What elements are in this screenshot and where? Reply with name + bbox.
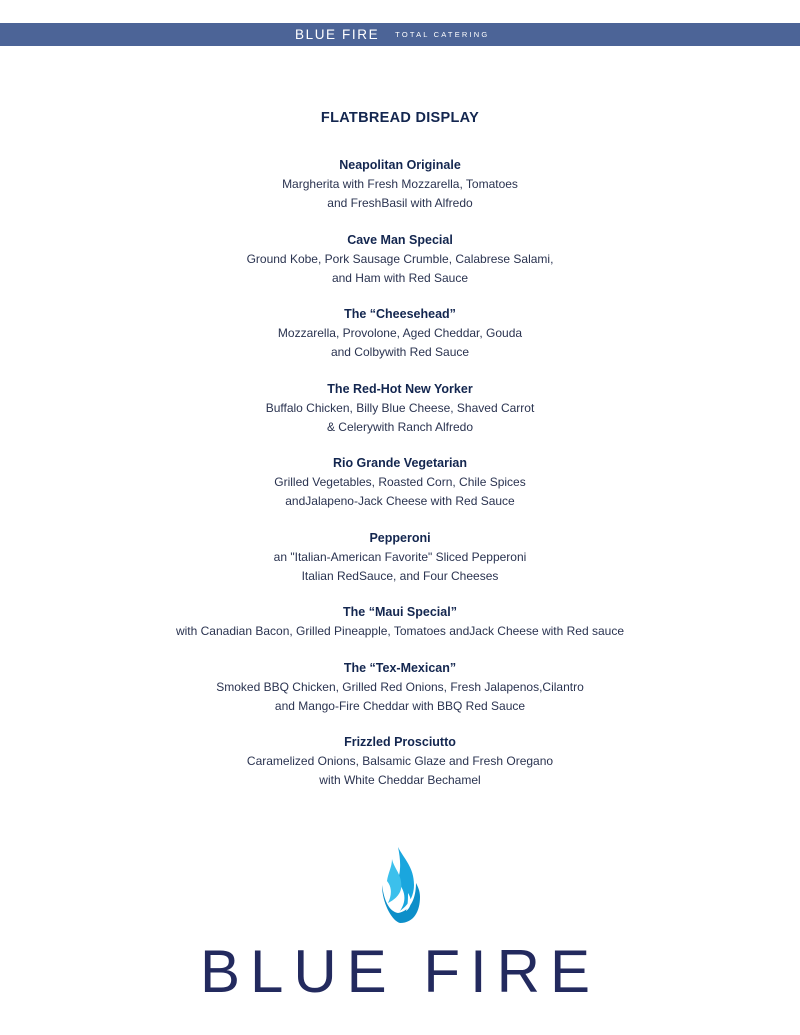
blue-flame-icon bbox=[370, 845, 430, 925]
menu-item-description: andJalapeno-Jack Cheese with Red Sauce bbox=[285, 494, 515, 508]
menu-item-name: The “Tex-Mexican” bbox=[343, 660, 457, 675]
logo bbox=[0, 845, 800, 925]
menu-item bbox=[0, 659, 800, 716]
menu-item bbox=[0, 603, 800, 641]
menu-item-name: Frizzled Prosciutto bbox=[344, 735, 456, 749]
menu-item-name: The “Cheesehead” bbox=[344, 307, 456, 321]
menu-item-description: Caramelized Onions, Balsamic Glaze and Fresh Oregano bbox=[246, 754, 554, 768]
menu-item bbox=[0, 529, 800, 586]
menu-item bbox=[0, 305, 800, 362]
menu-item-description: and Ham with Red Sauce bbox=[331, 270, 469, 285]
menu-item-description: Grilled Vegetables, Roasted Corn, Chile Spices bbox=[274, 475, 526, 489]
header-band bbox=[0, 23, 800, 46]
menu-item-name: Rio Grande Vegetarian bbox=[332, 456, 468, 470]
menu-item-description: Margherita with Fresh Mozzarella, Tomatoes bbox=[282, 177, 518, 191]
menu-item bbox=[0, 733, 800, 790]
menu-item-name: The Red-Hot New Yorker bbox=[327, 381, 473, 396]
menu-title: FLATBREAD DISPLAY bbox=[320, 110, 480, 126]
menu-item-description: with Canadian Bacon, Grilled Pineapple, Tomatoes andJack Cheese with Red sauce bbox=[175, 624, 625, 638]
logo-wordmark: BLUE FIRE bbox=[199, 938, 601, 1005]
menu-item-description: Smoked BBQ Chicken, Grilled Red Onions, Fresh Jalapenos,Cilantro bbox=[216, 679, 584, 694]
menu-item-name: Cave Man Special bbox=[347, 232, 453, 247]
menu-item bbox=[0, 380, 800, 437]
menu-item bbox=[0, 156, 800, 213]
menu-item bbox=[0, 454, 800, 511]
menu-item-description: Ground Kobe, Pork Sausage Crumble, Calabrese Salami, bbox=[246, 251, 554, 266]
menu-item-description: & Celerywith Ranch Alfredo bbox=[326, 419, 474, 434]
menu-item bbox=[0, 231, 800, 288]
menu-item-description: Italian RedSauce, and Four Cheeses bbox=[301, 568, 499, 583]
menu-item-description: with White Cheddar Bechamel bbox=[319, 773, 481, 787]
menu-item-name: Pepperoni bbox=[369, 530, 431, 545]
header-brand bbox=[295, 23, 489, 46]
menu-item-name: The “Maui Special” bbox=[343, 605, 457, 619]
menu-item-description: and Mango-Fire Cheddar with BBQ Red Sauce bbox=[274, 698, 526, 713]
menu-list bbox=[0, 156, 800, 808]
header-tagline: TOTAL CATERING bbox=[395, 30, 490, 39]
header-brand-name: BLUE FIRE bbox=[295, 27, 380, 42]
menu-item-description: an "Italian-American Favorite" Sliced Pepperoni bbox=[273, 549, 527, 564]
menu-item-description: and FreshBasil with Alfredo bbox=[327, 196, 473, 210]
menu-item-name: Neapolitan Originale bbox=[339, 158, 461, 172]
menu-item-description: Buffalo Chicken, Billy Blue Cheese, Shaved Carrot bbox=[265, 400, 535, 415]
menu-item-description: Mozzarella, Provolone, Aged Cheddar, Gouda bbox=[277, 326, 523, 340]
menu-item-description: and Colbywith Red Sauce bbox=[330, 345, 470, 359]
